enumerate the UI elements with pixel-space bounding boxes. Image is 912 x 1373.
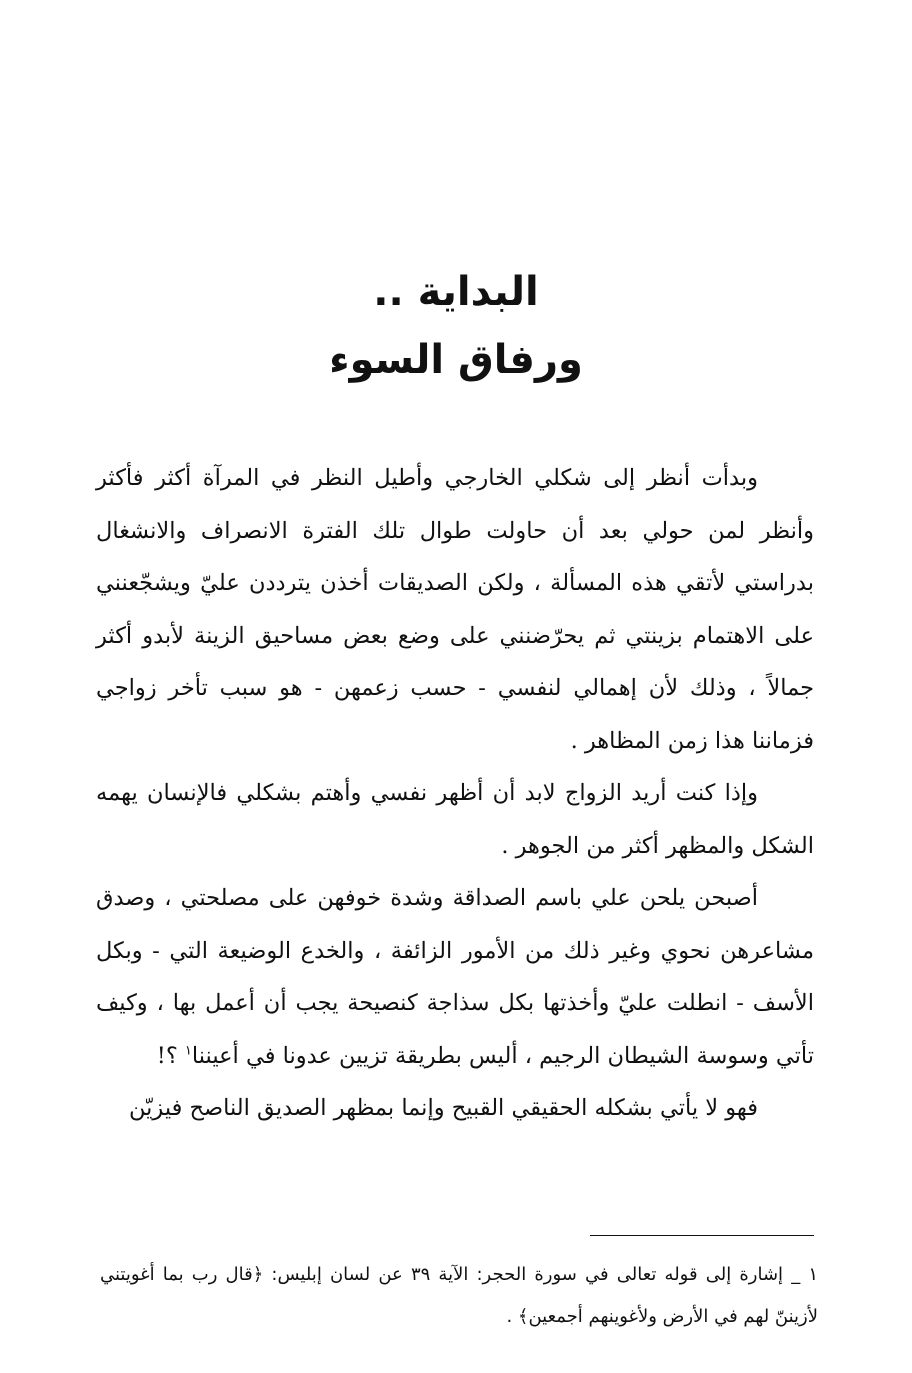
chapter-title-line-2: ورفاق السوء (329, 337, 583, 383)
footnote-divider (590, 1235, 814, 1236)
footnote: ١ _ إشارة إلى قوله تعالى في سورة الحجر: الآية ٣٩ عن لسان إبليس: ﴿قال رب بما أغويتني لأزيننّ لهم في الأرض ولأغوينهم أجمعين﴾ . (100, 1264, 819, 1327)
paragraph-2: وإذا كنت أريد الزواج لابد أن أظهر نفسي وأهتم بشكلي فالإنسان يهمه الشكل والمظهر أكثر من الجوهر . (96, 780, 814, 859)
paragraph-1: وبدأت أنظر إلى شكلي الخارجي وأطيل النظر في المرآة أكثر فأكثر وأنظر لمن حولي بعد أن حاولت طوال تلك الفترة الانصراف والانشغال بدراستي لأتقي هذه المسألة ، ولكن الصديقات أخذن يترددن عليّ ويشجّعنني على الاهتمام بزينتي ثم يحرّضنني على وضع بعض مساحيق الزينة لأبدو أكثر جمالاً ، وذلك لأن إهمالي لنفسي - حسب زعمهن - هو سبب تأخر زواجي فزماننا هذا زمن المظاهر . (96, 465, 814, 754)
body-text (96, 452, 814, 1135)
footnote-reference[interactable]: ١ (184, 1043, 192, 1058)
paragraph-3-tail: ؟! (156, 1042, 178, 1069)
paragraph-3 (96, 872, 814, 1082)
paragraph-4: فهو لا يأتي بشكله الحقيقي القبيح وإنما بمظهر الصديق الناصح فيزيّن (129, 1095, 758, 1121)
paragraph-3-text: أصبحن يلحن علي باسم الصداقة وشدة خوفهن على مصلحتي ، وصدق مشاعرهن نحوي وغير ذلك من الأمور الزائفة ، والخدع الوضيعة التي - وبكل الأسف - انطلت عليّ وأخذتها بكل سذاجة كنصيحة يجب أن أعمل بها ، وكيف تأتي وسوسة الشيطان الرجيم ، أليس بطريقة تزيين عدونا في أعيننا (96, 885, 814, 1069)
chapter-title (0, 258, 912, 394)
chapter-title-line-1: البداية .. (373, 269, 539, 315)
